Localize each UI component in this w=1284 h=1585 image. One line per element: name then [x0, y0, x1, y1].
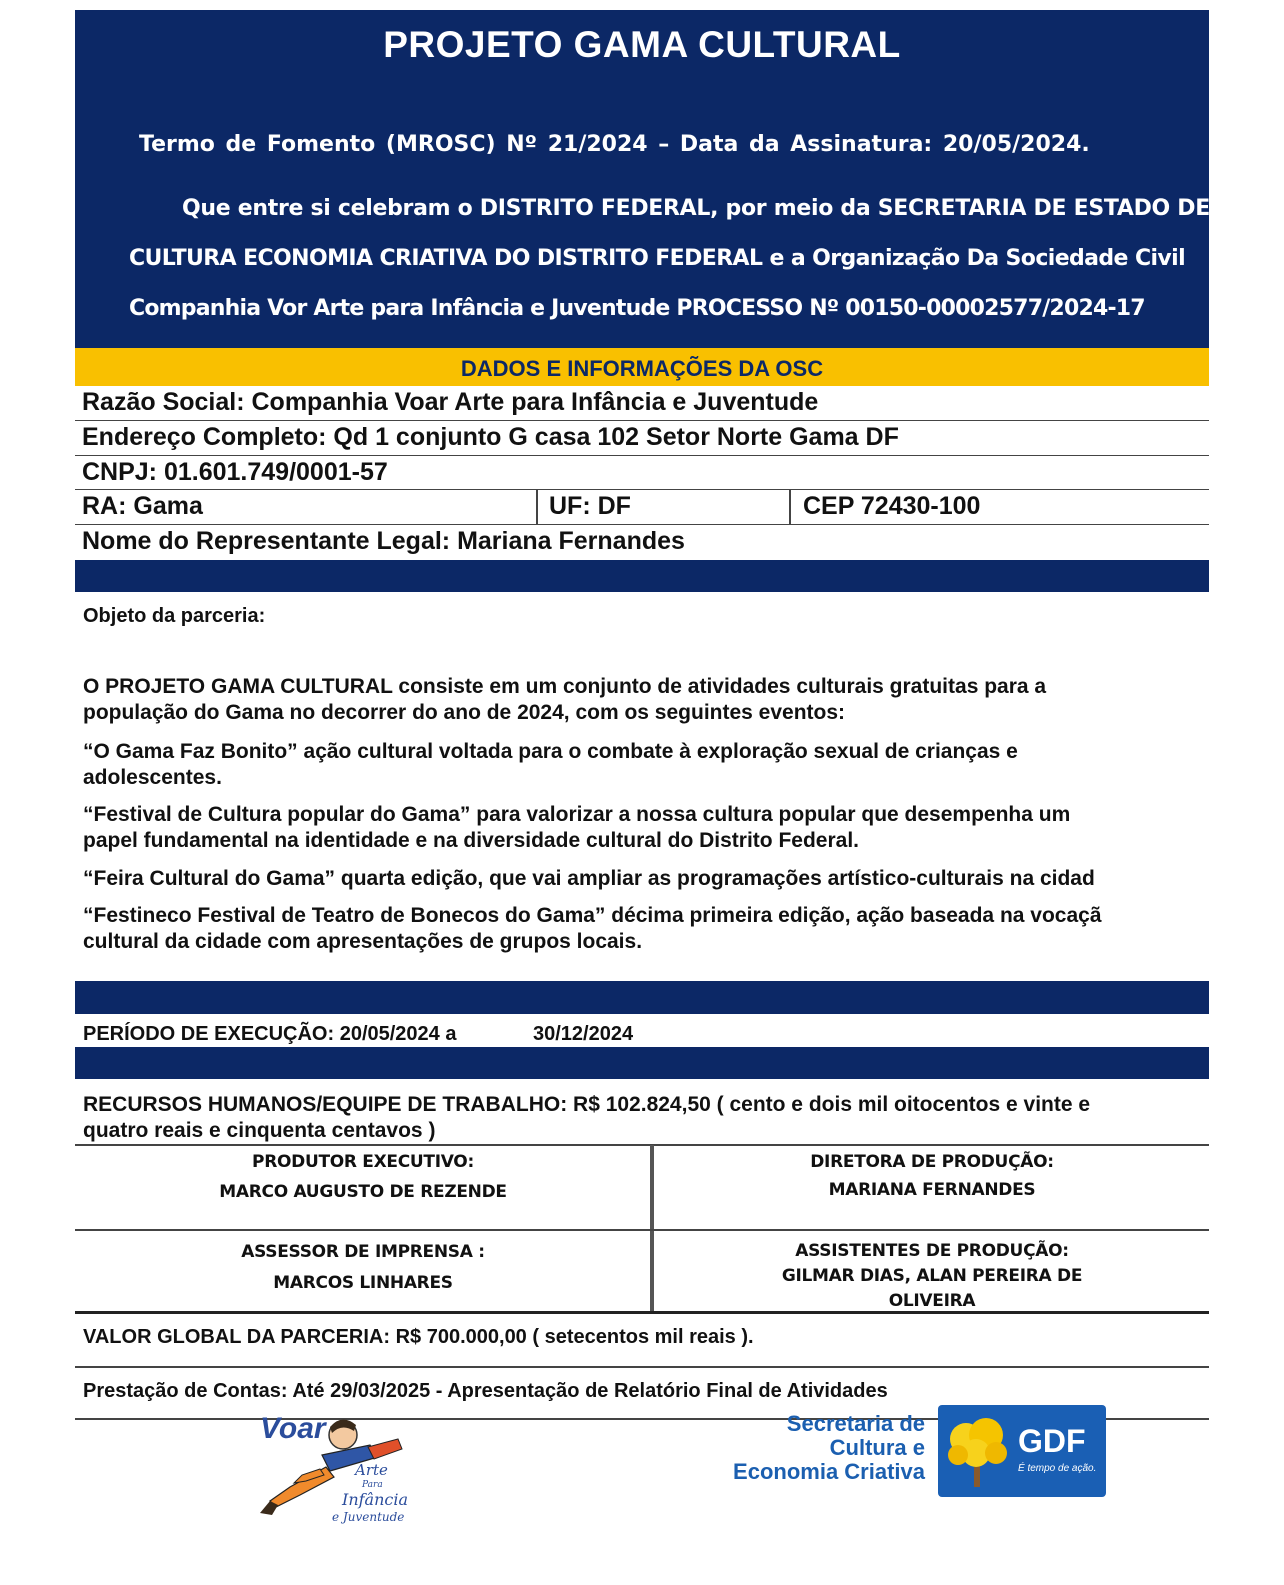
ra-uf-cep-row: [75, 490, 1209, 525]
ipe-tree-icon: [938, 1405, 1018, 1497]
voar-logo: [250, 1405, 425, 1530]
celebration-line-1: Que entre si celebram o DISTRITO FEDERAL, por meio da SECRETARIA DE ESTADO DE: [182, 196, 1211, 221]
voar-wordmark: Voar: [260, 1412, 326, 1445]
razao-social: Razão Social: Companhia Voar Arte para Infância e Juventude: [82, 388, 819, 416]
gdf-logo: [938, 1405, 1106, 1497]
team-role-diretora: DIRETORA DE PRODUÇÃO:: [810, 1152, 1054, 1172]
team-role-assessor: ASSESSOR DE IMPRENSA :: [241, 1242, 485, 1262]
objeto-paragraph-1a: O PROJETO GAMA CULTURAL consiste em um conjunto de atividades culturais gratuitas para a: [83, 675, 1047, 698]
osc-section-title: DADOS E INFORMAÇÕES DA OSC: [75, 348, 1209, 386]
objeto-paragraph-3a: “Festival de Cultura popular do Gama” para valorizar a nossa cultura popular que desempenha um: [83, 803, 1071, 826]
termo-fomento-line: Termo de Fomento (MROSC) Nº 21/2024 – Data da Assinatura: 20/05/2024.: [139, 132, 1090, 157]
team-role-produtor: PRODUTOR EXECUTIVO:: [252, 1152, 474, 1172]
recursos-line-1: RECURSOS HUMANOS/EQUIPE DE TRABALHO: R$ 102.824,50 ( cento e dois mil oitocentos e vinte e: [83, 1093, 1091, 1116]
periodo-execucao-label: PERÍODO DE EXECUÇÃO: 20/05/2024 a: [83, 1023, 457, 1045]
celebration-line-2: CULTURA ECONOMIA CRIATIVA DO DISTRITO FEDERAL e a Organização Da Sociedade Civil: [129, 246, 1186, 271]
objeto-paragraph-3b: papel fundamental na identidade e na diversidade cultural do Distrito Federal.: [83, 829, 859, 852]
section-divider-bar: [75, 1047, 1209, 1079]
document-page: [75, 10, 1209, 1585]
representante: Nome do Representante Legal: Mariana Fernandes: [82, 527, 685, 555]
team-name-assistentes-2: OLIVEIRA: [888, 1291, 976, 1311]
objeto-paragraph-4: “Feira Cultural do Gama” quarta edição, que vai ampliar as programações artístico-culturais na cidad: [83, 867, 1095, 890]
divider: [789, 490, 791, 525]
team-name-assistentes: GILMAR DIAS, ALAN PEREIRA DE: [781, 1266, 1083, 1286]
svg-text:e Juventude: e Juventude: [332, 1510, 405, 1524]
team-name-assessor: MARCOS LINHARES: [273, 1273, 453, 1293]
table-border: [75, 1229, 1209, 1231]
header-banner: [75, 10, 1209, 348]
gdf-slogan: É tempo de ação.: [1018, 1463, 1097, 1474]
secretaria-line-1: Secretaria de: [786, 1411, 925, 1436]
objeto-label: Objeto da parceria:: [83, 605, 266, 627]
cnpj: CNPJ: 01.601.749/0001-57: [82, 458, 388, 486]
prestacao-contas: Prestação de Contas: Até 29/03/2025 - Apresentação de Relatório Final de Atividades: [83, 1380, 888, 1402]
team-name-diretora: MARIANA FERNANDES: [828, 1180, 1036, 1200]
row-border: [75, 1366, 1209, 1368]
celebration-line-3: Companhia Vor Arte para Infância e Juventude PROCESSO Nº 00150-00002577/2024-17: [129, 296, 1145, 321]
secretaria-logo-text: [693, 1412, 925, 1484]
representante-row: [75, 525, 1209, 560]
gdf-wordmark: GDF: [1018, 1423, 1086, 1459]
periodo-execucao-end: 30/12/2024: [533, 1023, 634, 1045]
svg-text:Infância: Infância: [342, 1490, 409, 1509]
razao-social-row: [75, 386, 1209, 421]
secretaria-line-3: Economia Criativa: [733, 1459, 925, 1484]
endereco: Endereço Completo: Qd 1 conjunto G casa 102 Setor Norte Gama DF: [82, 423, 899, 451]
svg-text:Arte: Arte: [355, 1461, 388, 1479]
page-title: PROJETO GAMA CULTURAL: [383, 24, 901, 65]
divider: [536, 490, 538, 525]
cnpj-row: [75, 456, 1209, 490]
voar-mascot-icon: [250, 1405, 425, 1530]
secretaria-line-2: Cultura e: [829, 1435, 925, 1460]
team-role-assistentes: ASSISTENTES DE PRODUÇÃO:: [795, 1241, 1069, 1261]
uf: UF: DF: [549, 492, 631, 520]
objeto-paragraph-1b: população do Gama no decorrer do ano de 2024, com os seguintes eventos:: [83, 701, 846, 724]
endereco-row: [75, 421, 1209, 456]
objeto-paragraph-2a: “O Gama Faz Bonito” ação cultural voltada para o combate à exploração sexual de crianças e: [83, 740, 1018, 763]
objeto-paragraph-5b: cultural da cidade com apresentações de grupos locais.: [83, 930, 643, 953]
svg-text:Para: Para: [362, 1480, 383, 1490]
recursos-line-2: quatro reais e cinquenta centavos ): [83, 1119, 436, 1142]
objeto-paragraph-5a: “Festineco Festival de Teatro de Bonecos do Gama” décima primeira edição, ação baseada na vocaçã: [83, 904, 1102, 927]
valor-global: VALOR GLOBAL DA PARCERIA: R$ 700.000,00 ( setecentos mil reais ).: [83, 1326, 754, 1348]
section-divider-bar: [75, 560, 1209, 592]
ra: RA: Gama: [82, 492, 203, 520]
table-border: [75, 1311, 1209, 1314]
objeto-paragraph-2b: adolescentes.: [83, 766, 222, 789]
team-name-produtor: MARCO AUGUSTO DE REZENDE: [219, 1182, 507, 1202]
cep: CEP 72430-100: [803, 492, 981, 520]
section-divider-bar: [75, 981, 1209, 1014]
table-border: [75, 1144, 1209, 1146]
